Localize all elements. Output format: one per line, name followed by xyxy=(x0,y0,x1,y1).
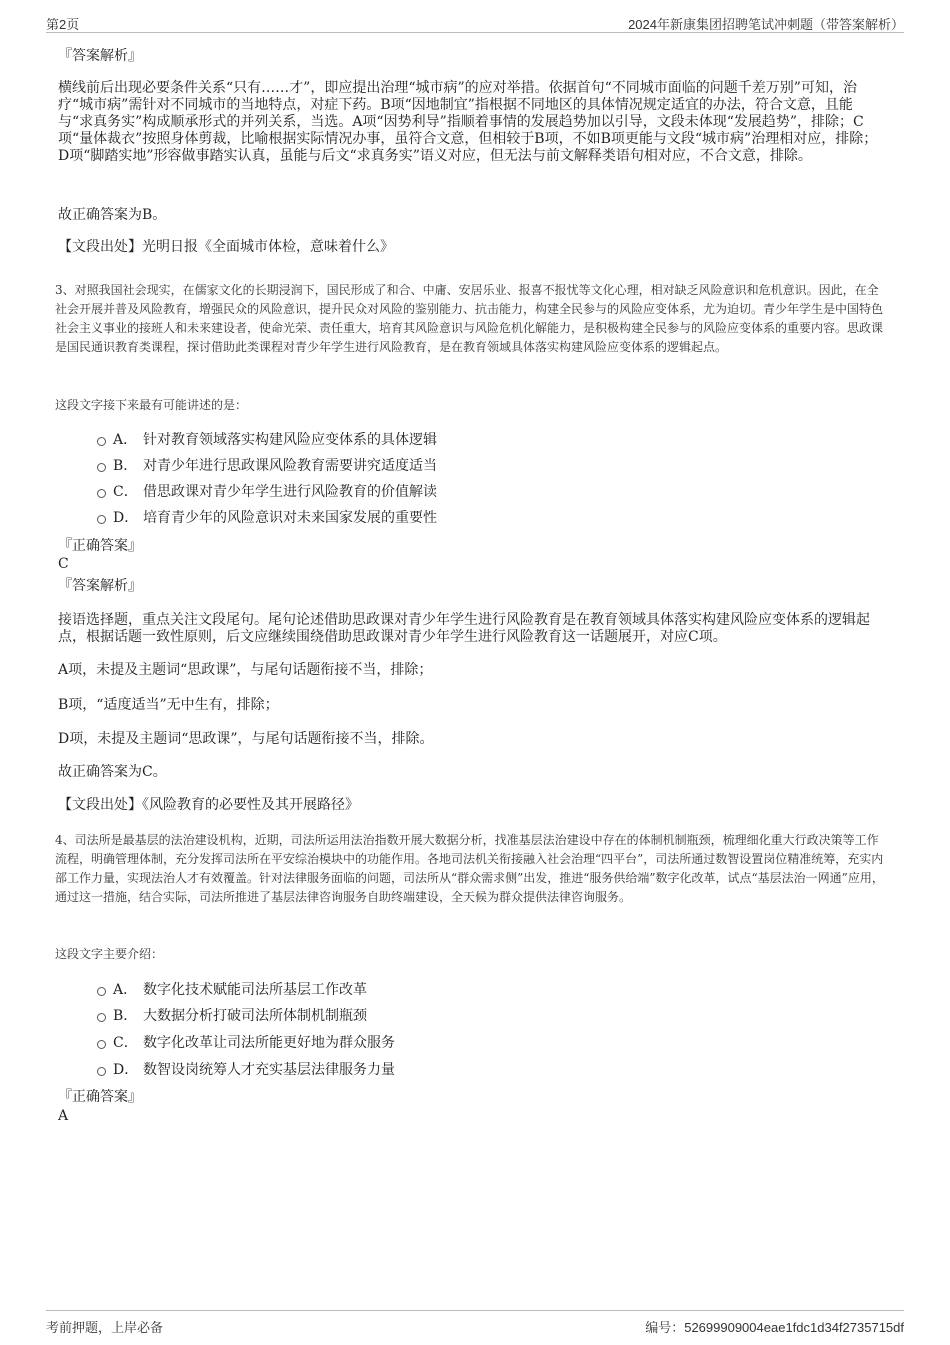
q3-analysis-text: 接语选择题，重点关注文段尾句。尾句论述借助思政课对青少年学生进行风险教育是在教育领域具体落实构建风险应变体系的逻辑起点，根据话题一致性原则，后文应继续围绕借助思政课对青少年学生进行风险教育这一话题展开，对应C项。 xyxy=(58,612,870,645)
radio-icon[interactable] xyxy=(97,987,106,996)
radio-icon[interactable] xyxy=(97,1067,106,1076)
document-code: 编号：52699909004eae1fdc1d34f2735715df xyxy=(645,1320,904,1335)
option-letter: B． xyxy=(113,1008,138,1024)
document-title: 2024年新康集团招聘笔试冲刺题（带答案解析） xyxy=(628,17,904,32)
q3-analysis-heading: 『答案解析』 xyxy=(58,578,142,594)
radio-icon[interactable] xyxy=(97,437,106,446)
q4-prompt: 这段文字主要介绍： xyxy=(55,947,164,961)
radio-icon[interactable] xyxy=(97,463,106,472)
q4-answer: A xyxy=(58,1108,69,1124)
q2-conclusion: 故正确答案为B。 xyxy=(58,207,167,223)
option-letter: A． xyxy=(113,982,138,998)
q4-option-c[interactable] xyxy=(97,1033,395,1053)
footer-slogan: 考前押题，上岸必备 xyxy=(46,1320,164,1335)
option-text: 针对教育领域落实构建风险应变体系的具体逻辑 xyxy=(143,432,437,448)
radio-icon[interactable] xyxy=(97,1040,106,1049)
option-letter: B． xyxy=(113,458,138,474)
option-text: 借思政课对青少年学生进行风险教育的价值解读 xyxy=(143,484,437,500)
radio-icon[interactable] xyxy=(97,1013,106,1022)
q3-note-a: A项，未提及主题词“思政课”，与尾句话题衔接不当，排除； xyxy=(58,662,433,678)
q3-option-d[interactable] xyxy=(97,508,437,528)
q3-answer-heading: 『正确答案』 xyxy=(58,538,142,554)
q3-note-b: B项，“适度适当”无中生有，排除； xyxy=(58,697,279,713)
option-text: 大数据分析打破司法所体制机制瓶颈 xyxy=(143,1008,367,1024)
q2-source: 【文段出处】光明日报《全面城市体检，意味着什么》 xyxy=(58,239,394,255)
option-text: 数智设岗统筹人才充实基层法律服务力量 xyxy=(143,1062,395,1078)
option-text: 数字化技术赋能司法所基层工作改革 xyxy=(143,982,367,998)
page-header xyxy=(46,10,904,33)
q4-option-a[interactable] xyxy=(97,980,367,1000)
q3-note-d: D项，未提及主题词“思政课”，与尾句话题衔接不当，排除。 xyxy=(58,731,434,747)
q2-analysis-heading: 『答案解析』 xyxy=(58,48,142,64)
radio-icon[interactable] xyxy=(97,489,106,498)
q3-conclusion: 故正确答案为C。 xyxy=(58,764,167,780)
q3-answer: C xyxy=(58,556,69,572)
q4-option-b[interactable] xyxy=(97,1006,367,1026)
q3-source: 【文段出处】《风险教育的必要性及其开展路径》 xyxy=(58,797,359,813)
q3-stem: 3、对照我国社会现实，在儒家文化的长期浸润下，国民形成了和合、中庸、安居乐业、报喜不报忧等文化心理，相对缺乏风险意识和危机意识。因此，在全社会开展并普及风险教育，增强民众的风险意识，提升民众对风险的鉴别能力、抗击能力，构建全民参与的风险应变体系，尤为迫切。青少年学生是中国特色社会主义事业的接班人和未来建设者，使命光荣、责任重大，培育其风险意识与风险危机化解能力，是积极构建全民参与的风险应变体系的重要内容。思政课是国民通识教育类课程，探讨借助此类课程对青少年学生进行风险教育，是在教育领域具体落实构建风险应变体系的逻辑起点。 xyxy=(55,283,884,354)
option-letter: D． xyxy=(113,1062,139,1078)
option-letter: A． xyxy=(113,432,138,448)
q4-answer-heading: 『正确答案』 xyxy=(58,1089,142,1105)
q4-option-d[interactable] xyxy=(97,1060,395,1080)
q2-analysis-text: 横线前后出现必要条件关系“只有……才”，即应提出治理“城市病”的应对举措。依据首句“不同城市面临的问题千差万别”可知，治疗“城市病”需针对不同城市的当地特点，对症下药。B项“因地制宜”指根据不同地区的具体情况规定适宜的办法，符合文意，且能与“求真务实”构成顺承形式的并列关系，当选。A项“因势利导”指顺着事情的发展趋势加以引导，文段未体现“发展趋势”，排除；C项“量体裁衣”按照身体剪裁，比喻根据实际情况办事，虽符合文意，但相较于B项，不如B项更能与文段“城市病”治理相对应，排除；D项“脚踏实地”形容做事踏实认真，虽能与后文“求真务实”语义对应，但无法与前文解释类语句相对应，不合文意，排除。 xyxy=(58,80,878,164)
q3-option-b[interactable] xyxy=(97,456,437,476)
q3-option-c[interactable] xyxy=(97,482,437,502)
option-letter: D． xyxy=(113,510,139,526)
page-number: 第2页 xyxy=(46,17,80,32)
option-text: 培育青少年的风险意识对未来国家发展的重要性 xyxy=(143,510,437,526)
option-text: 数字化改革让司法所能更好地为群众服务 xyxy=(143,1035,395,1051)
q4-stem: 4、司法所是最基层的法治建设机构，近期，司法所运用法治指数开展大数据分析，找准基层法治建设中存在的体制机制瓶颈，梳理细化重大行政决策等工作流程，明确管理体制，充分发挥司法所在平安综治模块中的功能作用。各地司法机关衔接融入社会治理“四平台”，司法所通过数智设置岗位精准统筹，充实内部工作力量，实现法治人才有效覆盖。针对法律服务面临的问题，司法所从“群众需求侧”出发，推进“服务供给端”数字化改革，试点“基层法治一网通”应用，通过这一措施，结合实际，司法所推进了基层法律咨询服务自助终端建设，全天候为群众提供法律咨询服务。 xyxy=(55,833,884,904)
option-letter: C． xyxy=(113,484,138,500)
radio-icon[interactable] xyxy=(97,515,106,524)
page-footer xyxy=(46,1310,904,1335)
option-letter: C． xyxy=(113,1035,138,1051)
q3-prompt: 这段文字接下来最有可能讲述的是： xyxy=(55,398,248,412)
q3-option-a[interactable] xyxy=(97,430,437,450)
option-text: 对青少年进行思政课风险教育需要讲究适度适当 xyxy=(143,458,437,474)
